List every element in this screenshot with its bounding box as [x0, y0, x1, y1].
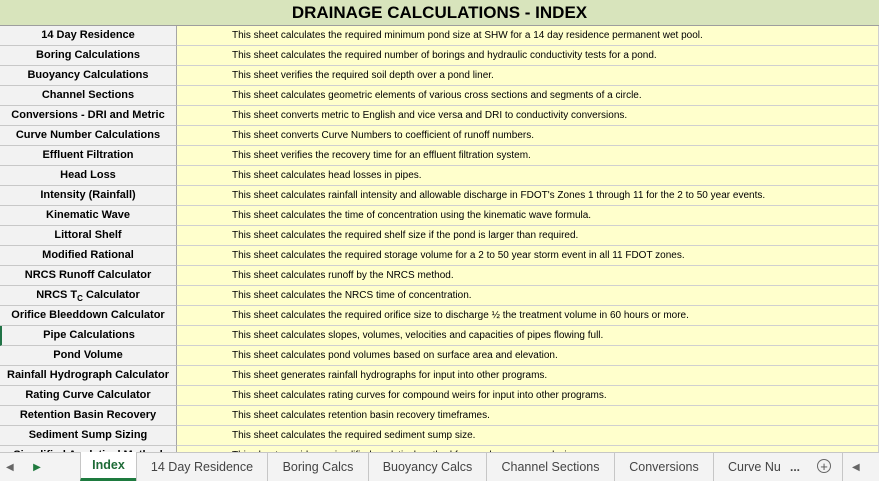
table-row	[0, 46, 879, 66]
sheet-name-cell[interactable]: Rainfall Hydrograph Calculator	[0, 366, 177, 386]
sheet-description-cell[interactable]: This sheet calculates head losses in pipes.	[177, 166, 879, 186]
table-row	[0, 226, 879, 246]
sheet-name-cell[interactable]: Pond Volume	[0, 346, 177, 366]
sheet-description-cell[interactable]: This sheet calculates the required shelf size if the pond is larger than required.	[177, 226, 879, 246]
table-row	[0, 346, 879, 366]
sheet-description-cell[interactable]: This sheet calculates rating curves for compound weirs for input into other programs.	[177, 386, 879, 406]
sheet-description-cell[interactable]: This sheet calculates the required storage volume for a 2 to 50 year storm event in all 11 FDOT zones.	[177, 246, 879, 266]
table-row	[0, 86, 879, 106]
table-row	[0, 426, 879, 446]
sheet-name-cell[interactable]: Modified Rational	[0, 246, 177, 266]
sheet-description-cell[interactable]: This sheet converts Curve Numbers to coefficient of runoff numbers.	[177, 126, 879, 146]
table-row	[0, 146, 879, 166]
sheet-description-cell[interactable]: This sheet calculates runoff by the NRCS method.	[177, 266, 879, 286]
tab-buoyancy-calcs[interactable]: Buoyancy Calcs	[368, 453, 486, 481]
sheet-tab-bar	[0, 452, 879, 481]
sheet-description-cell[interactable]: This sheet calculates the required minimum pond size at SHW for a 14 day residence permanent wet pool.	[177, 26, 879, 46]
table-row	[0, 366, 879, 386]
sheet-name-cell[interactable]: Kinematic Wave	[0, 206, 177, 226]
scroll-tabs-right-icon[interactable]: ▶	[33, 461, 41, 473]
sheet-name-cell[interactable]: Effluent Filtration	[0, 146, 177, 166]
more-tabs-button[interactable]: ...	[790, 460, 801, 474]
scroll-tabs-left-icon[interactable]: ◀	[6, 461, 14, 473]
scroll-sheet-left-icon[interactable]: ◀	[852, 461, 860, 473]
sheet-name-cell[interactable]: Curve Number Calculations	[0, 126, 177, 146]
sheet-description-cell[interactable]: This sheet calculates the required number of borings and hydraulic conductivity tests for a pond.	[177, 46, 879, 66]
table-row	[0, 66, 879, 86]
sheet-description-cell[interactable]: This sheet calculates the required orifice size to discharge ½ the treatment volume in 60 hours or more.	[177, 306, 879, 326]
sheet-description-cell[interactable]: This sheet calculates rainfall intensity and allowable discharge in FDOT's Zones 1 through 11 for the 2 to 50 year events.	[177, 186, 879, 206]
tab-14-day-residence[interactable]: 14 Day Residence	[136, 453, 267, 481]
sheet-name-cell[interactable]: 14 Day Residence	[0, 26, 177, 46]
tab-conversions[interactable]: Conversions	[614, 453, 713, 481]
sheet-name-cell[interactable]: NRCS $T_C$ Calculator	[0, 286, 177, 306]
sheet-name-cell[interactable]: Pipe Calculations	[0, 326, 177, 346]
sheet-name-cell[interactable]: Sediment Sump Sizing	[0, 426, 177, 446]
table-row	[0, 266, 879, 286]
sheet-name-cell[interactable]: Rating Curve Calculator	[0, 386, 177, 406]
table-row	[0, 126, 879, 146]
tab-curve-number[interactable]: Curve Nu	[713, 453, 789, 481]
sheet-name-cell[interactable]: NRCS Runoff Calculator	[0, 266, 177, 286]
sheet-name-cell[interactable]: Conversions - DRI and Metric	[0, 106, 177, 126]
sheet-name-cell[interactable]: Retention Basin Recovery	[0, 406, 177, 426]
tab-index[interactable]: Index	[80, 452, 136, 481]
sheet-description-cell[interactable]: This sheet calculates pond volumes based on surface area and elevation.	[177, 346, 879, 366]
sheet-title: DRAINAGE CALCULATIONS - INDEX	[0, 0, 879, 26]
sheet-description-cell[interactable]: This sheet calculates the time of concentration using the kinematic wave formula.	[177, 206, 879, 226]
tab-channel-sections[interactable]: Channel Sections	[486, 453, 614, 481]
table-row	[0, 406, 879, 426]
sheet-name-cell[interactable]: Orifice Bleeddown Calculator	[0, 306, 177, 326]
sheet-description-cell[interactable]: This sheet generates rainfall hydrographs for input into other programs.	[177, 366, 879, 386]
sheet-description-cell[interactable]: This sheet calculates geometric elements of various cross sections and segments of a circle.	[177, 86, 879, 106]
table-row	[0, 246, 879, 266]
table-row	[0, 106, 879, 126]
sheet-description-cell[interactable]: This sheet converts metric to English and vice versa and DRI to conductivity conversions.	[177, 106, 879, 126]
table-row	[0, 326, 879, 346]
sheet-name-cell[interactable]: Buoyancy Calculations	[0, 66, 177, 86]
sheet-description-cell[interactable]: This sheet calculates slopes, volumes, velocities and capacities of pipes flowing full.	[177, 326, 879, 346]
sheet-name-cell[interactable]: Head Loss	[0, 166, 177, 186]
table-row	[0, 286, 879, 306]
sheet-description-cell[interactable]: This sheet calculates the NRCS time of concentration.	[177, 286, 879, 306]
sheet-name-cell[interactable]: Intensity (Rainfall)	[0, 186, 177, 206]
sheet-description-cell[interactable]: This sheet calculates retention basin recovery timeframes.	[177, 406, 879, 426]
sheet-description-cell[interactable]: This sheet calculates the required sediment sump size.	[177, 426, 879, 446]
tab-boring-calcs[interactable]: Boring Calcs	[267, 453, 368, 481]
tab-separator	[842, 453, 843, 481]
table-row	[0, 186, 879, 206]
sheet-name-cell[interactable]: Boring Calculations	[0, 46, 177, 66]
sheet-name-cell[interactable]: Channel Sections	[0, 86, 177, 106]
sheet-description-cell[interactable]: This sheet verifies the recovery time for an effluent filtration system.	[177, 146, 879, 166]
add-sheet-button[interactable]: +	[817, 459, 831, 473]
table-row	[0, 166, 879, 186]
table-row	[0, 26, 879, 46]
table-row	[0, 386, 879, 406]
sheet-description-cell[interactable]: This sheet verifies the required soil depth over a pond liner.	[177, 66, 879, 86]
table-row	[0, 306, 879, 326]
sheet-name-cell[interactable]: Littoral Shelf	[0, 226, 177, 246]
table-row	[0, 206, 879, 226]
